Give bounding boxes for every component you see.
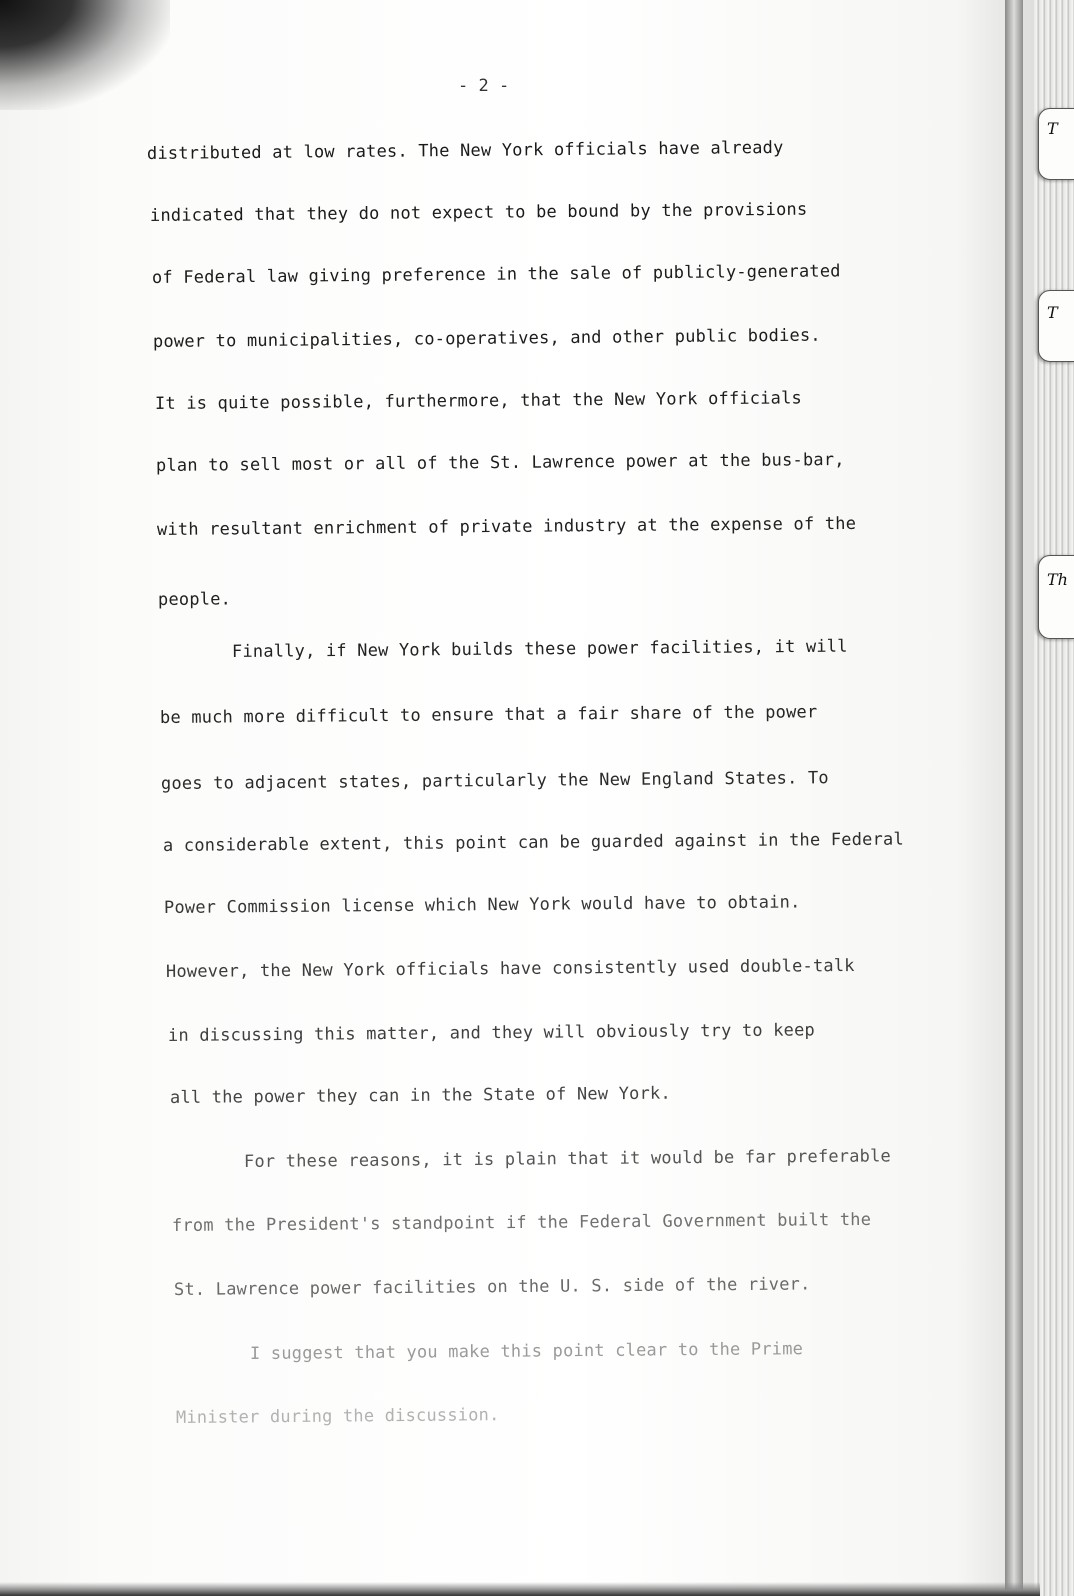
body-line-18: from the President's standpoint if the Federal Government built the <box>171 1209 872 1236</box>
body-line-15: in discussing this matter, and they will obviously try to keep <box>167 1020 816 1046</box>
body-line-2: indicated that they do not expect to be bound by the provisions <box>149 199 808 226</box>
body-line-1: distributed at low rates. The New York officials have already <box>146 137 784 164</box>
body-line-16: all the power they can in the State of New York. <box>169 1083 671 1108</box>
body-line-6: plan to sell most or all of the St. Lawrence power at the bus-bar, <box>155 449 845 476</box>
body-line-20: I suggest that you make this point clear to the Prime <box>249 1339 804 1364</box>
file-tab-1 <box>1038 108 1074 180</box>
tab-mark-2: T <box>1047 303 1058 322</box>
page-stack-shadow <box>1005 0 1023 1596</box>
body-line-8: people. <box>157 589 232 610</box>
body-line-3: of Federal law giving preference in the sale of publicly-generated <box>151 261 841 288</box>
body-line-10: be much more difficult to ensure that a fair share of the power <box>159 702 818 728</box>
file-tab-3 <box>1038 555 1074 639</box>
body-line-19: St. Lawrence power facilities on the U. S. side of the river. <box>173 1274 811 1300</box>
file-tab-2 <box>1038 290 1074 362</box>
body-line-17: For these reasons, it is plain that it would be far preferable <box>243 1146 892 1172</box>
page-number: - 2 - <box>458 76 510 96</box>
scan-shadow <box>0 0 170 110</box>
body-line-11: goes to adjacent states, particularly the New England States. To <box>160 768 829 794</box>
body-line-21: Minister during the discussion. <box>175 1405 500 1428</box>
paper-bottom-edge <box>0 1582 1040 1596</box>
body-line-9: Finally, if New York builds these power facilities, it will <box>231 636 848 662</box>
body-line-12: a considerable extent, this point can be guarded against in the Federal <box>162 829 904 856</box>
body-line-7: with resultant enrichment of private industry at the expense of the <box>156 513 857 540</box>
page-stack-edge <box>1034 0 1074 1596</box>
tab-mark-1: T <box>1047 119 1058 138</box>
body-line-4: power to municipalities, co-operatives, and other public bodies. <box>152 325 821 352</box>
body-line-5: It is quite possible, furthermore, that the New York officials <box>154 388 803 414</box>
body-line-13: Power Commission license which New York would have to obtain. <box>163 892 801 918</box>
body-line-14: However, the New York officials have consistently used double-talk <box>165 955 855 982</box>
tab-mark-3: Th <box>1047 570 1068 589</box>
